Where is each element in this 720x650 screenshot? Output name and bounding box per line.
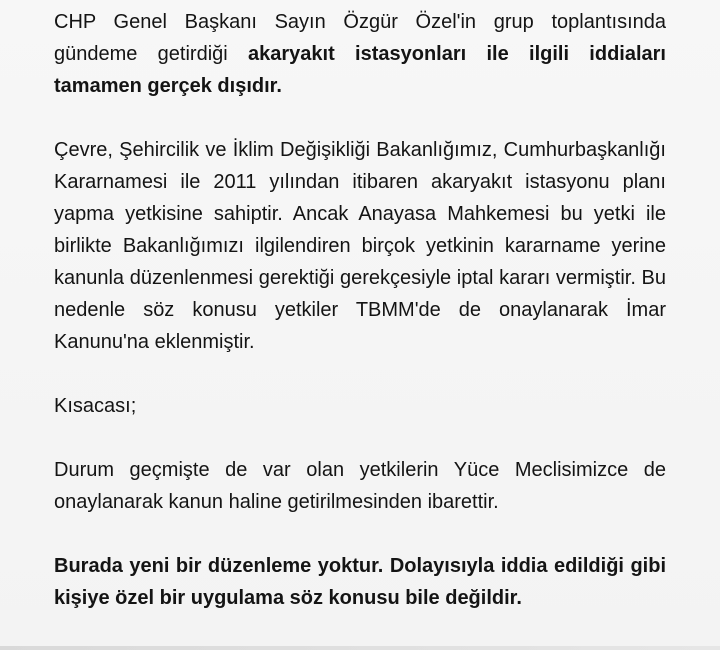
paragraph-summary: Durum geçmişte de var olan yetkilerin Yüce Meclisimizce de onaylanarak kanun haline getirilmesinden ibarettir. [54, 459, 666, 513]
paragraph-summary-label: Kısacası; [54, 395, 137, 417]
intro-bold-claim: akaryakıt istasyonları ile ilgili iddiaları tamamen gerçek dışıdır. [54, 43, 666, 97]
paragraph-explanation: Çevre, Şehircilik ve İklim Değişikliği Bakanlığımız, Cumhurbaşkanlığı Kararnamesi ile 2011 yılından itibaren akaryakıt istasyonu planı yapma yetkisine sahiptir. Ancak Anayasa Mahkemesi bu yetki ile birlikte Bakanlığımızı ilgilendiren birçok yetkinin kararname yerine kanunla düzenlenmesi gerektiği gerekçesiyle iptal kararı vermiştir. Bu nedenle söz konusu yetkiler TBMM'de de onaylanarak İmar Kanunu'na eklenmiştir. [54, 139, 666, 353]
paragraph-intro [54, 0, 666, 102]
intro-text: CHP Genel Başkanı Sayın Özgür Özel'in grup toplantısında gündeme getirdiği [54, 11, 666, 65]
paragraph-conclusion: Burada yeni bir düzenleme yoktur. Dolayısıyla iddia edildiği gibi kişiye özel bir uygulama söz konusu bile değildir. [54, 555, 666, 609]
bottom-divider [0, 646, 720, 650]
